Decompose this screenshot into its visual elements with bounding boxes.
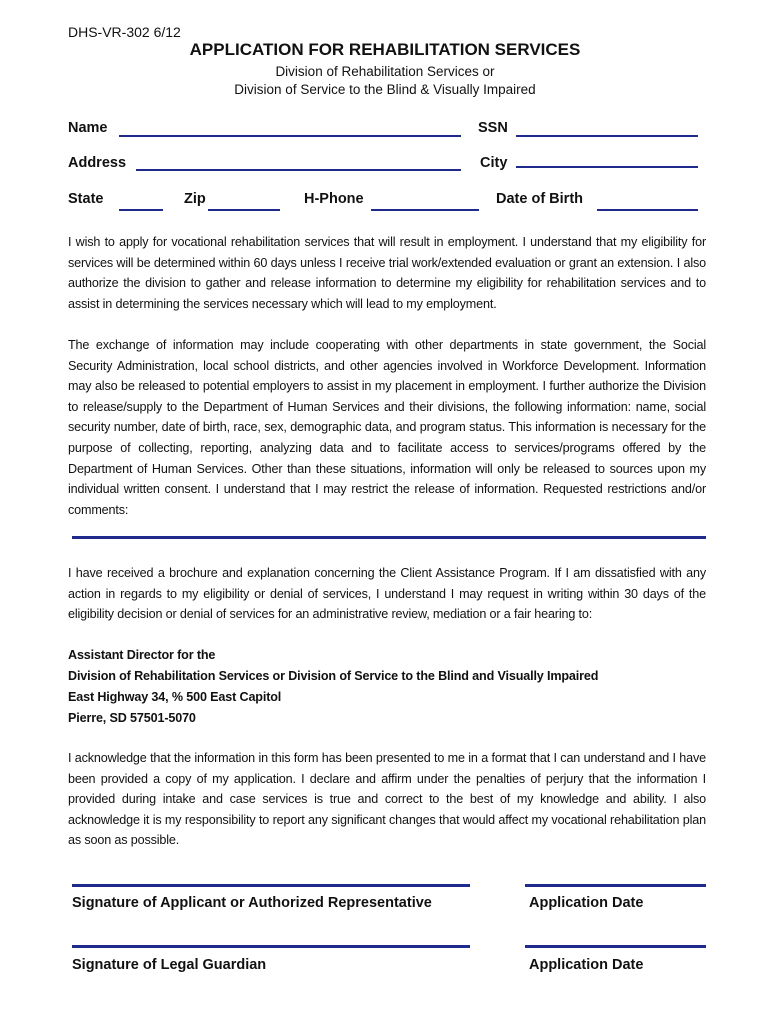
page-title: APPLICATION FOR REHABILITATION SERVICES bbox=[189, 40, 581, 59]
dob-field[interactable] bbox=[597, 209, 698, 211]
zip-label: Zip bbox=[184, 191, 206, 207]
name-field[interactable] bbox=[119, 135, 461, 137]
applicant-signature-field[interactable] bbox=[72, 884, 470, 887]
guardian-signature-label: Signature of Legal Guardian bbox=[72, 957, 267, 973]
dob-label: Date of Birth bbox=[496, 191, 583, 207]
paragraph-information-exchange: The exchange of information may include cooperating with other departments in state government, the Social Security Administration, local school districts, and other agencies involved in Workforce Development. Information may also be released to potential employers to assist in my placement in employment. I further authorize the Division to release/supply to the Department of Human Services and their divisions, the following information: name, social security number, date of birth, race, sex, demographic data, and program status. This information is necessary for the purpose of collecting, reporting, analyzing data and to facilitate access to services/programs offered by the Department of Human Services. Other than these situations, information will only be released to sources upon my individual written consent. I understand that I may restrict the release of information. Requested restrictions and/or comments: bbox=[68, 338, 706, 517]
address-field[interactable] bbox=[136, 169, 461, 171]
address-block bbox=[68, 645, 728, 729]
application-date-label-1: Application Date bbox=[529, 895, 644, 911]
comments-field[interactable] bbox=[72, 536, 706, 539]
name-label: Name bbox=[68, 120, 108, 136]
form-code: DHS-VR-302 6/12 bbox=[68, 24, 181, 40]
subtitle-division-blind: Division of Service to the Blind & Visually Impaired bbox=[234, 82, 536, 97]
address-line-2: Division of Rehabilitation Services or Division of Service to the Blind and Visually Impaired bbox=[68, 669, 599, 683]
ssn-label: SSN bbox=[478, 120, 508, 136]
hphone-label: H-Phone bbox=[304, 191, 364, 207]
application-date-field-1[interactable] bbox=[525, 884, 706, 887]
paragraph-client-assistance: I have received a brochure and explanation concerning the Client Assistance Program. If I am dissatisfied with any action in regards to my eligibility or denial of services, I understand I may request in writing within 30 days of the eligibility decision or denial of services for an administrative review, mediation or a fair hearing to: bbox=[68, 566, 706, 622]
hphone-field[interactable] bbox=[371, 209, 479, 211]
city-label: City bbox=[480, 155, 508, 171]
guardian-signature-field[interactable] bbox=[72, 945, 470, 948]
address-label: Address bbox=[68, 155, 127, 171]
zip-field[interactable] bbox=[208, 209, 280, 211]
state-field[interactable] bbox=[119, 209, 163, 211]
state-label: State bbox=[68, 191, 104, 207]
address-line-1: Assistant Director for the bbox=[68, 648, 216, 662]
application-date-label-2: Application Date bbox=[529, 957, 644, 973]
paragraph-acknowledgement: I acknowledge that the information in this form has been presented to me in a format that I can understand and I have been provided a copy of my application. I declare and affirm under the penalties of perjury that the information I provided during intake and case services is true and correct to the best of my knowledge and ability. I also acknowledge it is my responsibility to report any significant changes that would affect my vocational rehabilitation plan as soon as possible. bbox=[68, 751, 706, 848]
address-line-3: East Highway 34, % 500 East Capitol bbox=[68, 690, 282, 704]
applicant-signature-label: Signature of Applicant or Authorized Representative bbox=[72, 895, 432, 911]
subtitle-division-rehab: Division of Rehabilitation Services or bbox=[275, 64, 495, 79]
address-line-4: Pierre, SD 57501-5070 bbox=[68, 711, 196, 725]
application-date-field-2[interactable] bbox=[525, 945, 706, 948]
city-field[interactable] bbox=[516, 166, 698, 168]
ssn-field[interactable] bbox=[516, 135, 698, 137]
paragraph-eligibility: I wish to apply for vocational rehabilitation services that will result in employment. I understand that my eligibility for services will be determined within 60 days unless I receive trial work/extended evaluation or grant an extension. I also authorize the division to gather and release information to determine my eligibility for rehabilitation services and to assist in determining the services necessary which will lead to my employment. bbox=[68, 235, 706, 311]
